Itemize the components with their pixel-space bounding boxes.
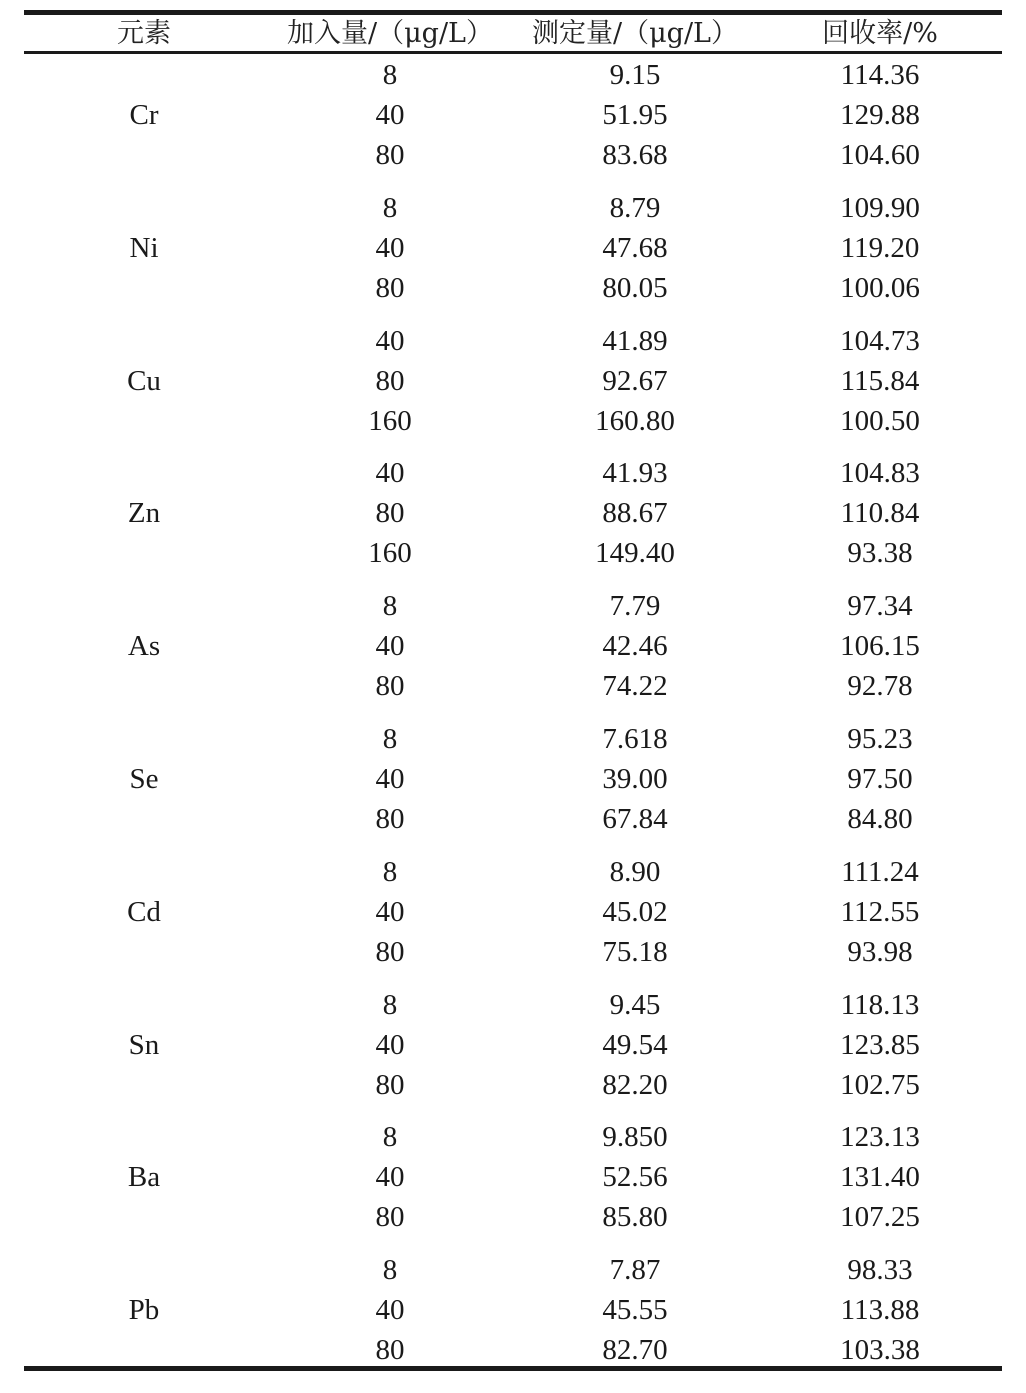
element-group [0, 188, 1026, 308]
element-group [0, 586, 1026, 706]
element-name: Zn [127, 497, 161, 529]
cell-added: 80 [375, 803, 405, 835]
table-row [0, 586, 1026, 626]
cell-recovery: 93.98 [847, 936, 913, 968]
cell-measured: 45.02 [602, 896, 668, 928]
cell-added: 160 [368, 405, 412, 437]
header-element: 元素 [117, 18, 171, 49]
table-row [0, 95, 1026, 135]
cell-added: 40 [375, 1029, 405, 1061]
cell-measured: 92.67 [602, 365, 668, 397]
cell-measured: 82.20 [602, 1069, 668, 1101]
cell-added: 8 [382, 856, 398, 888]
cell-recovery: 92.78 [847, 670, 913, 702]
table-row [0, 493, 1026, 533]
cell-measured: 8.79 [609, 192, 661, 224]
cell-added: 40 [375, 325, 405, 357]
cell-measured: 9.15 [609, 59, 661, 91]
cell-recovery: 113.88 [840, 1294, 920, 1326]
cell-measured: 67.84 [602, 803, 668, 835]
cell-added: 8 [382, 723, 398, 755]
table-row [0, 852, 1026, 892]
element-group [0, 321, 1026, 441]
table-header [0, 15, 1026, 51]
cell-added: 80 [375, 1069, 405, 1101]
cell-recovery: 104.60 [840, 139, 920, 171]
table-row [0, 321, 1026, 361]
cell-recovery: 118.13 [840, 989, 920, 1021]
cell-recovery: 109.90 [840, 192, 920, 224]
cell-recovery: 123.85 [840, 1029, 920, 1061]
cell-added: 40 [375, 763, 405, 795]
cell-measured: 7.618 [602, 723, 668, 755]
table-row [0, 401, 1026, 441]
table-row [0, 1157, 1026, 1197]
cell-added: 40 [375, 896, 405, 928]
element-group [0, 1117, 1026, 1237]
table-row [0, 1290, 1026, 1330]
cell-measured: 51.95 [602, 99, 668, 131]
cell-recovery: 97.50 [847, 763, 913, 795]
cell-recovery: 104.73 [840, 325, 920, 357]
cell-added: 40 [375, 99, 405, 131]
element-name: Cu [127, 365, 161, 397]
element-group [0, 55, 1026, 175]
table-row [0, 228, 1026, 268]
cell-recovery: 98.33 [847, 1254, 913, 1286]
cell-added: 8 [382, 1254, 398, 1286]
table-row [0, 533, 1026, 573]
table-row [0, 1025, 1026, 1065]
cell-measured: 52.56 [602, 1161, 668, 1193]
table-row [0, 361, 1026, 401]
cell-recovery: 102.75 [840, 1069, 920, 1101]
cell-measured: 85.80 [602, 1201, 668, 1233]
header-added: 加入量/（μg/L） [287, 18, 493, 49]
cell-added: 80 [375, 139, 405, 171]
cell-added: 8 [382, 59, 398, 91]
cell-added: 80 [375, 272, 405, 304]
cell-recovery: 123.13 [840, 1121, 920, 1153]
element-name: Pb [128, 1294, 160, 1326]
cell-recovery: 131.40 [840, 1161, 920, 1193]
cell-measured: 149.40 [595, 537, 675, 569]
cell-added: 40 [375, 1161, 405, 1193]
cell-recovery: 115.84 [840, 365, 920, 397]
element-name: Sn [128, 1029, 160, 1061]
table-row [0, 719, 1026, 759]
cell-added: 40 [375, 630, 405, 662]
cell-added: 80 [375, 670, 405, 702]
cell-added: 80 [375, 365, 405, 397]
cell-measured: 80.05 [602, 272, 668, 304]
table-row [0, 135, 1026, 175]
header-recovery: 回收率/% [822, 18, 938, 49]
cell-recovery: 106.15 [840, 630, 920, 662]
cell-recovery: 97.34 [847, 590, 913, 622]
table-row [0, 985, 1026, 1025]
cell-added: 40 [375, 232, 405, 264]
cell-recovery: 100.06 [840, 272, 920, 304]
table-row [0, 453, 1026, 493]
cell-added: 8 [382, 1121, 398, 1153]
element-group [0, 1250, 1026, 1370]
cell-recovery: 107.25 [840, 1201, 920, 1233]
cell-added: 8 [382, 590, 398, 622]
cell-measured: 42.46 [602, 630, 668, 662]
cell-recovery: 100.50 [840, 405, 920, 437]
cell-measured: 88.67 [602, 497, 668, 529]
cell-measured: 45.55 [602, 1294, 668, 1326]
element-name: Se [129, 763, 159, 795]
table-row [0, 1065, 1026, 1105]
cell-added: 80 [375, 1334, 405, 1366]
cell-measured: 74.22 [602, 670, 668, 702]
table-row [0, 1197, 1026, 1237]
table-row [0, 1117, 1026, 1157]
table-row [0, 1250, 1026, 1290]
element-name: Cd [127, 896, 161, 928]
table-row [0, 1330, 1026, 1370]
element-name: Cr [129, 99, 159, 131]
table-row [0, 799, 1026, 839]
cell-recovery: 129.88 [840, 99, 920, 131]
element-group [0, 852, 1026, 972]
cell-measured: 75.18 [602, 936, 668, 968]
cell-added: 80 [375, 497, 405, 529]
cell-measured: 83.68 [602, 139, 668, 171]
cell-added: 40 [375, 457, 405, 489]
cell-recovery: 110.84 [840, 497, 920, 529]
header-measured: 测定量/（μg/L） [532, 18, 738, 49]
cell-recovery: 93.38 [847, 537, 913, 569]
cell-recovery: 103.38 [840, 1334, 920, 1366]
cell-recovery: 112.55 [840, 896, 920, 928]
cell-added: 8 [382, 989, 398, 1021]
cell-added: 160 [368, 537, 412, 569]
table-header-rule [24, 51, 1002, 54]
cell-added: 80 [375, 936, 405, 968]
element-group [0, 453, 1026, 573]
cell-measured: 49.54 [602, 1029, 668, 1061]
cell-recovery: 95.23 [847, 723, 913, 755]
table-row [0, 932, 1026, 972]
table-row [0, 268, 1026, 308]
cell-measured: 82.70 [602, 1334, 668, 1366]
table-row [0, 759, 1026, 799]
element-group [0, 985, 1026, 1105]
cell-added: 80 [375, 1201, 405, 1233]
cell-measured: 9.45 [609, 989, 661, 1021]
table-row [0, 55, 1026, 95]
cell-measured: 7.79 [609, 590, 661, 622]
element-name: Ni [129, 232, 159, 264]
cell-measured: 41.89 [602, 325, 668, 357]
cell-measured: 160.80 [595, 405, 675, 437]
cell-recovery: 114.36 [840, 59, 920, 91]
element-name: As [127, 630, 161, 662]
cell-recovery: 111.24 [841, 856, 919, 888]
element-group [0, 719, 1026, 839]
table-row [0, 626, 1026, 666]
table-row [0, 666, 1026, 706]
cell-measured: 9.850 [602, 1121, 668, 1153]
cell-measured: 41.93 [602, 457, 668, 489]
cell-measured: 7.87 [609, 1254, 661, 1286]
cell-measured: 39.00 [602, 763, 668, 795]
cell-recovery: 119.20 [840, 232, 920, 264]
cell-added: 8 [382, 192, 398, 224]
table-row [0, 188, 1026, 228]
cell-measured: 8.90 [609, 856, 661, 888]
element-name: Ba [127, 1161, 161, 1193]
table-bottom-rule [24, 1366, 1002, 1371]
cell-measured: 47.68 [602, 232, 668, 264]
table-row [0, 892, 1026, 932]
cell-recovery: 104.83 [840, 457, 920, 489]
cell-recovery: 84.80 [847, 803, 913, 835]
cell-added: 40 [375, 1294, 405, 1326]
